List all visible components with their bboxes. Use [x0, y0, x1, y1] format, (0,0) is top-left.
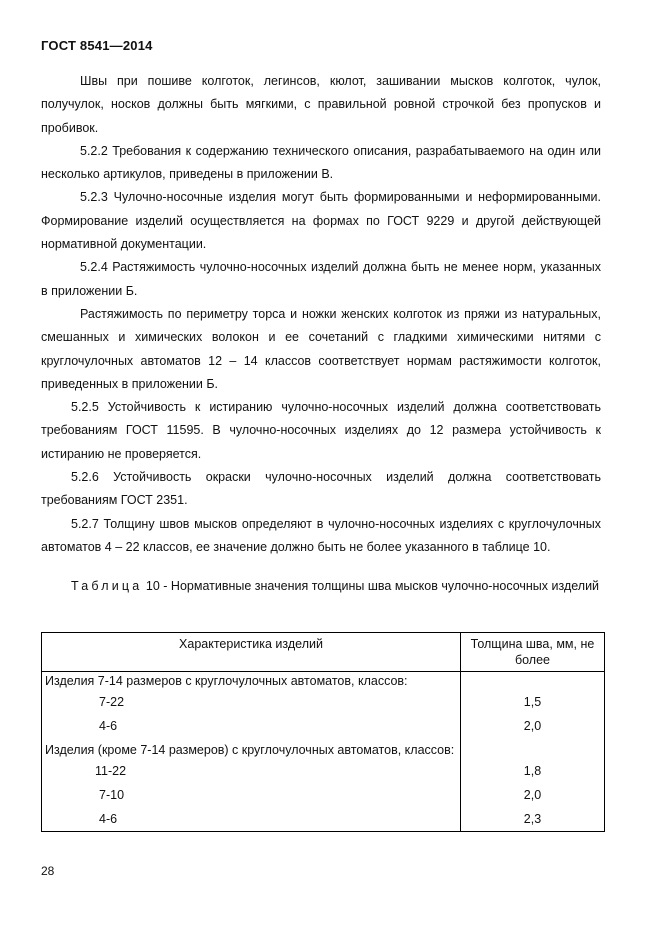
- paragraph: Швы при пошиве колготок, легинсов, кюлот, зашивании мысков колготок, чулок, получулок, носков должны быть мягкими, с правильной ровной строчкой без пропусков и пробивок.: [41, 74, 601, 135]
- table-header-row: [42, 633, 605, 672]
- paragraph: 5.2.3 Чулочно-носочные изделия могут быть формированными и неформированными. Формирование изделий осуществляется на формах по ГОСТ 9229 и другой действующей нормативной документации.: [41, 190, 601, 252]
- table-row: [42, 738, 605, 759]
- thickness-value: 1,5: [461, 690, 605, 714]
- paragraph: 5.2.4 Растяжимость чулочно-носочных изделий должна быть не менее норм, указанных в приложении Б.: [41, 260, 601, 298]
- norms-table: [41, 632, 605, 832]
- empty-cell: [461, 738, 605, 759]
- page-number: 28: [41, 864, 55, 878]
- thickness-value: 2,0: [461, 783, 605, 807]
- class-range: 11-22: [42, 759, 461, 783]
- class-range: 4-6: [42, 714, 461, 738]
- table-row: [42, 759, 605, 783]
- thickness-value: 2,3: [461, 807, 605, 832]
- table-row: [42, 714, 605, 738]
- column-header-characteristic: Характеристика изделий: [42, 633, 461, 672]
- document-header: ГОСТ 8541—2014: [41, 38, 153, 53]
- table-row: [42, 807, 605, 832]
- paragraph: 5.2.2 Требования к содержанию технического описания, разрабатываемого на один или несколько артикулов, приведены в приложении В.: [41, 143, 601, 182]
- table-caption-text: - Нормативные значения толщины шва мысков чулочно-носочных изделий: [163, 579, 600, 593]
- body-text: [41, 70, 601, 559]
- paragraph: 5.2.5 Устойчивость к истиранию чулочно-носочных изделий должна соответствовать требованиям ГОСТ 11595. В чулочно-носочных изделиях до 12 размера устойчивость к истиранию не проверяется.: [41, 400, 601, 461]
- group-title: Изделия (кроме 7-14 размеров) с круглочулочных автоматов, классов:: [42, 738, 461, 759]
- empty-cell: [461, 672, 605, 691]
- table-caption: [41, 575, 601, 598]
- thickness-value: 1,8: [461, 759, 605, 783]
- class-range: 4-6: [42, 807, 461, 832]
- group-title: Изделия 7-14 размеров с круглочулочных автоматов, классов:: [42, 672, 461, 691]
- table-row: [42, 783, 605, 807]
- class-range: 7-22: [42, 690, 461, 714]
- table-row: [42, 672, 605, 691]
- paragraph: Растяжимость по периметру торса и ножки женских колготок из пряжи из натуральных, смешанных и химических волокон и ее сочетаний с гладкими химическими нитями с круглочулочных автоматов 12 – 14 классов соответствует нормам растяжимости колготок, приведенных в приложении Б.: [41, 306, 601, 391]
- table-caption-label: Таблица: [71, 579, 143, 593]
- thickness-value: 2,0: [461, 714, 605, 738]
- table-row: [42, 690, 605, 714]
- class-range: 7-10: [42, 783, 461, 807]
- paragraph: 5.2.6 Устойчивость окраски чулочно-носочных изделий должна соответствовать требованиям ГОСТ 2351.: [41, 470, 601, 508]
- table-caption-number: 10: [145, 579, 160, 593]
- column-header-thickness: Толщина шва, мм, не более: [461, 633, 605, 672]
- paragraph: 5.2.7 Толщину швов мысков определяют в чулочно-носочных изделиях с круглочулочных автоматов 4 – 22 классов, ее значение должно быть не более указанного в таблице 10.: [41, 516, 601, 554]
